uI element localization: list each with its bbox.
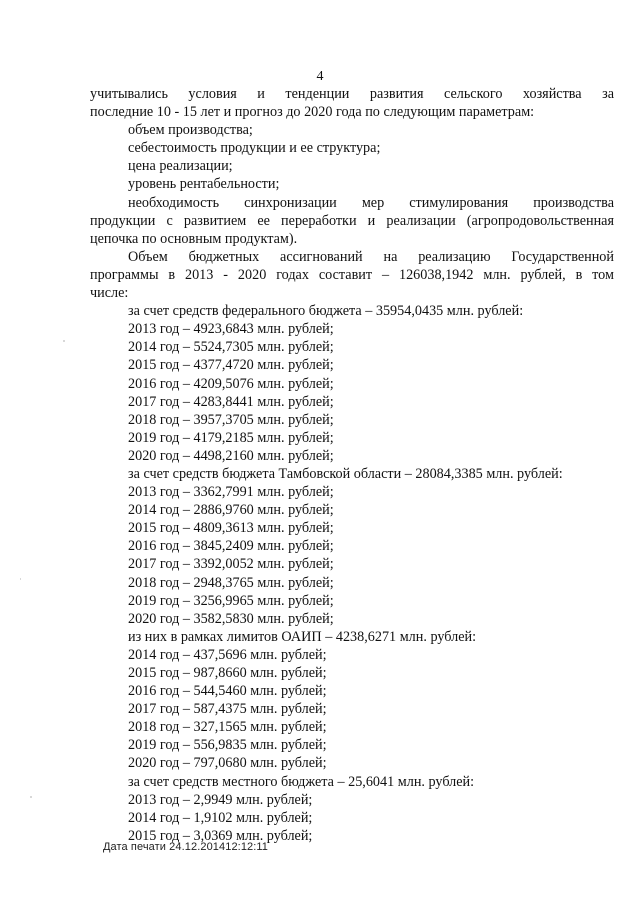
federal-year-item: 2013 год – 4923,6843 млн. рублей; [128, 321, 334, 338]
scan-speck [30, 796, 32, 798]
paragraph-line: Объем бюджетных ассигнований на реализацию Государственной [128, 248, 614, 265]
regional-year-item: 2018 год – 2948,3765 млн. рублей; [128, 574, 334, 591]
federal-year-item: 2015 год – 4377,4720 млн. рублей; [128, 357, 334, 374]
paragraph-line: цепочка по основным продуктам). [90, 230, 298, 247]
federal-year-item: 2017 год – 4283,8441 млн. рублей; [128, 393, 334, 410]
document-body [90, 85, 614, 845]
federal-year-item: 2019 год – 4179,2185 млн. рублей; [128, 429, 334, 446]
regional-year-item: 2016 год – 3845,2409 млн. рублей; [128, 538, 334, 555]
regional-year-item: 2013 год – 3362,7991 млн. рублей; [128, 484, 334, 501]
paragraph-line: последние 10 - 15 лет и прогноз до 2020 года по следующим параметрам: [90, 104, 535, 121]
paragraph-line: учитывались условия и тенденции развития сельского хозяйства за [90, 86, 614, 102]
scan-speck [20, 578, 21, 580]
oaip-year-item: 2020 год – 797,0680 млн. рублей; [128, 755, 327, 772]
federal-year-item: 2020 год – 4498,2160 млн. рублей; [128, 447, 334, 464]
scan-speck [63, 340, 65, 342]
regional-year-item: 2020 год – 3582,5830 млн. рублей; [128, 610, 334, 627]
paragraph-line: необходимость синхронизации мер стимулирования производства [128, 194, 614, 211]
parameter-item: объем производства; [128, 122, 253, 139]
federal-budget-header: за счет средств федерального бюджета – 35954,0435 млн. рублей: [128, 303, 524, 320]
oaip-year-item: 2017 год – 587,4375 млн. рублей; [128, 701, 327, 718]
oaip-year-item: 2019 год – 556,9835 млн. рублей; [128, 737, 327, 754]
federal-year-item: 2018 год – 3957,3705 млн. рублей; [128, 411, 334, 428]
regional-year-item: 2017 год – 3392,0052 млн. рублей; [128, 556, 334, 573]
federal-year-item: 2016 год – 4209,5076 млн. рублей; [128, 375, 334, 392]
local-year-item: 2015 год – 3,0369 млн. рублей; [128, 827, 313, 844]
oaip-year-item: 2018 год – 327,1565 млн. рублей; [128, 719, 327, 736]
oaip-year-item: 2015 год – 987,8660 млн. рублей; [128, 665, 327, 681]
regional-year-item: 2019 год – 3256,9965 млн. рублей; [128, 592, 334, 609]
regional-budget-header: за счет средств бюджета Тамбовской области – 28084,3385 млн. рублей: [128, 465, 563, 482]
regional-year-item: 2014 год – 2886,9760 млн. рублей; [128, 502, 334, 519]
local-year-item: 2013 год – 2,9949 млн. рублей; [128, 791, 313, 808]
parameter-item: цена реализации; [128, 158, 233, 175]
paragraph-line: продукции с развитием ее переработки и реализации (агропродовольственная [90, 212, 614, 229]
page-number: 4 [316, 69, 324, 84]
oaip-year-item: 2014 год – 437,5696 млн. рублей; [128, 646, 327, 663]
local-year-item: 2014 год – 1,9102 млн. рублей; [128, 809, 313, 826]
oaip-year-item: 2016 год – 544,5460 млн. рублей; [128, 683, 327, 700]
paragraph-line: программы в 2013 - 2020 годах составит – 126038,1942 млн. рублей, в том [90, 266, 614, 283]
paragraph-line: числе: [90, 285, 129, 302]
federal-year-item: 2014 год – 5524,7305 млн. рублей; [128, 339, 334, 356]
parameter-item: уровень рентабельности; [128, 176, 280, 193]
parameter-item: себестоимость продукции и ее структура; [128, 140, 381, 157]
regional-year-item: 2015 год – 4809,3613 млн. рублей; [128, 520, 334, 537]
print-date-footer: Дата печати 24.12.201412:12:11 [103, 841, 269, 853]
local-budget-header: за счет средств местного бюджета – 25,6041 млн. рублей: [128, 773, 475, 790]
oaip-limits-header: из них в рамках лимитов ОАИП – 4238,6271 млн. рублей: [128, 628, 477, 645]
